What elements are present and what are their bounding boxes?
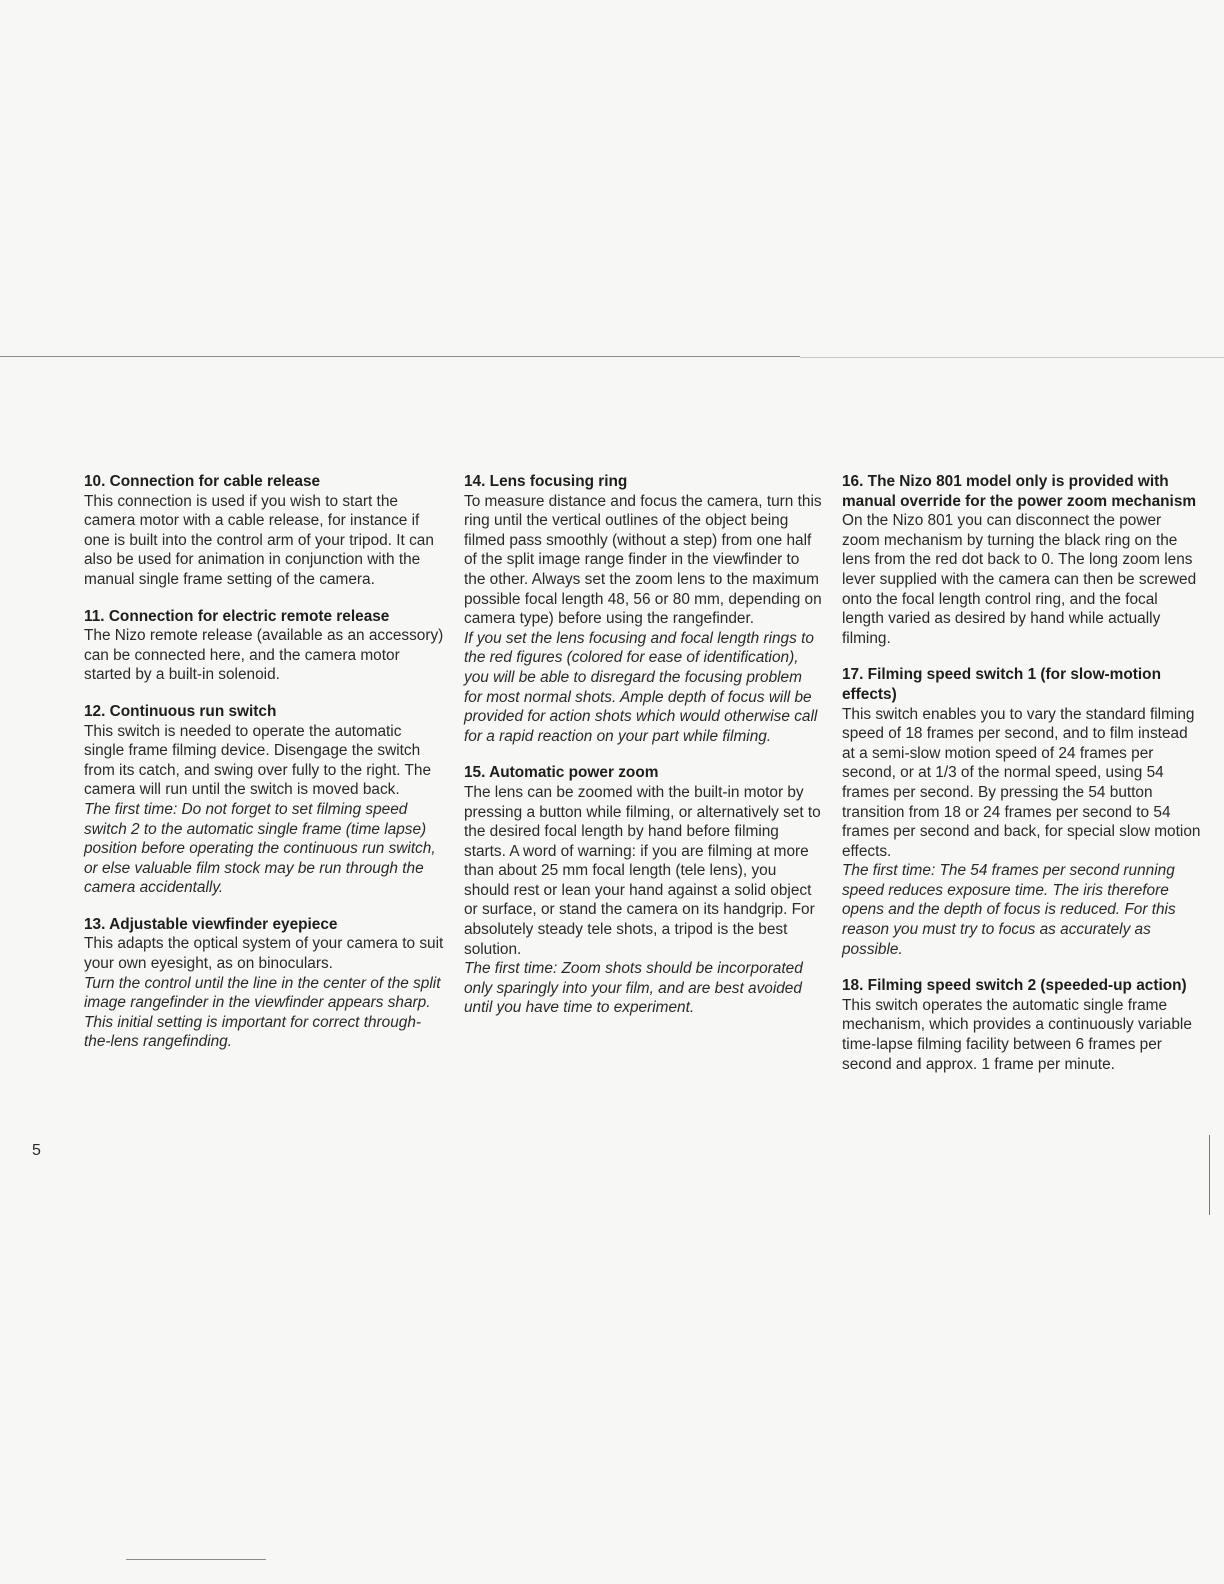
column-2 bbox=[464, 472, 824, 1035]
section-11-remote-release bbox=[84, 607, 444, 685]
section-14-focusing-ring bbox=[464, 472, 824, 746]
section-heading: 10. Connection for cable release bbox=[84, 473, 321, 490]
column-1 bbox=[84, 472, 444, 1069]
section-heading: 15. Automatic power zoom bbox=[464, 764, 659, 782]
section-body: To measure distance and focus the camera, turn this ring until the vertical outlines of the object being filmed pass smoothly (without a step) from one half of the split image range finder in the viewfinder to the other. Always set the zoom lens to the maximum possible focal length 48, 56 or 80 mm, depending on camera type) before using the rangefinder. bbox=[464, 492, 822, 628]
section-body: This connection is used if you wish to start the camera motor with a cable release, for instance if one is built into the control arm of your tripod. It can also be used for animation in conjunction with the manual single frame setting of the camera. bbox=[84, 492, 434, 588]
section-note: The first time: The 54 frames per second running speed reduces exposure time. The iris therefore opens and the depth of focus is reduced. For this reason you must try to focus as accurately as possible. bbox=[842, 862, 1176, 958]
section-note: If you set the lens focusing and focal length rings to the red figures (colored for ease of identification), you will be able to disregard the focusing problem for most normal shots. Ample depth of focus will be provided for action shots which would otherwise call for a rapid reaction on your part while filming. bbox=[464, 629, 818, 745]
section-heading: 16. The Nizo 801 model only is provided with manual override for the power zoom mechanism bbox=[842, 473, 1197, 510]
section-12-continuous-run bbox=[84, 702, 444, 898]
top-divider-line bbox=[0, 356, 800, 357]
page-edge-mark bbox=[1209, 1135, 1210, 1215]
section-heading: 18. Filming speed switch 2 (speeded-up action) bbox=[842, 977, 1187, 995]
section-heading: 11. Connection for electric remote release bbox=[84, 607, 390, 625]
section-18-speed-switch-2 bbox=[842, 976, 1202, 1074]
top-divider-line-faint bbox=[800, 357, 1224, 358]
section-body: This switch enables you to vary the standard filming speed of 18 frames per second, and to film instead at a semi-slow motion speed of 24 frames per second, or at 1/3 of the normal speed, using 54 frames per second. By pressing the 54 button transition from 18 or 24 frames per second to 54 frames per second and back, for special slow motion effects. bbox=[842, 705, 1201, 860]
section-note: The first time: Zoom shots should be incorporated only sparingly into your film, and are best avoided until you have time to experiment. bbox=[464, 960, 803, 1017]
section-16-manual-override bbox=[842, 472, 1202, 648]
section-body: The lens can be zoomed with the built-in motor by pressing a button while filming, or alternatively set to the desired focal length by hand before filming starts. A word of warning: if you are filming at more than about 25 mm focal length (tele lens), you should rest or lean your hand against a solid object or surface, or stand the camera on its handgrip. For absolutely steady tele shots, a tripod is the best solution. bbox=[464, 783, 821, 958]
section-heading: 12. Continuous run switch bbox=[84, 702, 277, 720]
column-3 bbox=[842, 472, 1202, 1091]
section-body: This switch is needed to operate the automatic single frame filming device. Disengage the switch from its catch, and swing over fully to the right. The camera will run until the switch is moved back. bbox=[84, 722, 432, 799]
section-body: The Nizo remote release (available as an accessory) can be connected here, and the camera motor started by a built-in solenoid. bbox=[84, 627, 444, 684]
section-body: This adapts the optical system of your camera to suit your own eyesight, as on binoculars. bbox=[84, 935, 444, 973]
section-body: On the Nizo 801 you can disconnect the power zoom mechanism by turning the black ring on the lens from the red dot back to 0. The long zoom lens lever supplied with the camera can then be screwed onto the focal length control ring, and the focal length varied as desired by hand while actually filming. bbox=[842, 512, 1197, 647]
section-17-speed-switch-1 bbox=[842, 665, 1202, 959]
section-10-cable-release bbox=[84, 472, 444, 590]
section-15-power-zoom bbox=[464, 763, 824, 1018]
section-heading: 13. Adjustable viewfinder eyepiece bbox=[84, 915, 338, 933]
section-heading: 14. Lens focusing ring bbox=[464, 473, 628, 490]
section-body: This switch operates the automatic single frame mechanism, which provides a continuously variable time-lapse filming facility between 6 frames per second and approx. 1 frame per minute. bbox=[842, 996, 1192, 1073]
section-13-viewfinder-eyepiece bbox=[84, 915, 444, 1052]
page-number: 5 bbox=[32, 1142, 41, 1159]
section-heading: 17. Filming speed switch 1 (for slow-motion effects) bbox=[842, 666, 1161, 703]
bottom-link-underline[interactable] bbox=[126, 1559, 266, 1560]
section-note: Turn the control until the line in the center of the split image rangefinder in the viewfinder appears sharp. This initial setting is important for correct through-the-lens rangefinding. bbox=[84, 974, 441, 1051]
section-note: The first time: Do not forget to set filming speed switch 2 to the automatic single frame (time lapse) position before operating the continuous run switch, or else valuable film stock may be run through the camera accidentally. bbox=[84, 800, 436, 897]
